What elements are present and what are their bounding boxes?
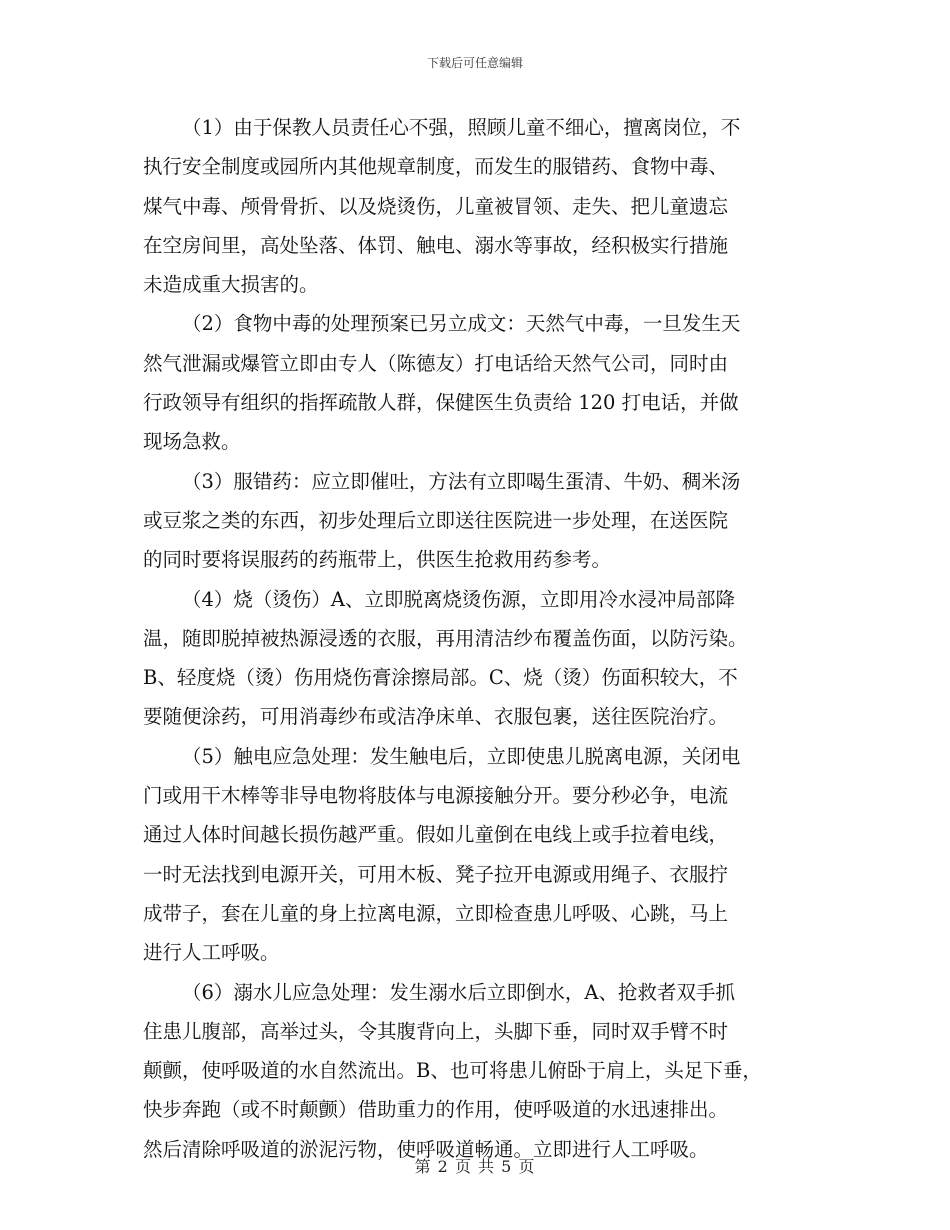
text-line: 在空房间里，高处坠落、体罚、触电、溺水等事故，经积极实行措施 bbox=[143, 233, 729, 257]
paragraph-1 bbox=[143, 108, 823, 304]
text-line: 然后清除呼吸道的淤泥污物，使呼吸道畅通。立即进行人工呼吸。 bbox=[143, 1137, 709, 1161]
text-line: （3）服错药：应立即催吐，方法有立即喝生蛋清、牛奶、稠米汤 bbox=[182, 469, 741, 493]
text-line: 要随便涂药，可用消毒纱布或洁净床单、衣服包裹，送往医院治疗。 bbox=[143, 705, 729, 729]
text-line: （4）烧（烫伤）A、立即脱离烧烫伤源，立即用冷水浸冲局部降 bbox=[182, 587, 735, 611]
page-footer: 第 2 页 共 5 页 bbox=[414, 1157, 536, 1176]
text-line: 温，随即脱掉被热源浸透的衣服，再用清洁纱布覆盖伤面，以防污染。 bbox=[143, 626, 748, 650]
text-line: 门或用干木棒等非导电物将肢体与电源接触分开。要分秒必争，电流 bbox=[143, 784, 729, 808]
page-header: 下载后可任意编辑 bbox=[426, 56, 523, 70]
text-line: 一时无法找到电源开关，可用木板、凳子拉开电源或用绳子、衣服拧 bbox=[143, 862, 729, 886]
text-line: 进行人工呼吸。 bbox=[143, 941, 280, 965]
text-line: 执行安全制度或园所内其他规章制度，而发生的服错药、食物中毒、 bbox=[143, 155, 729, 179]
document-body bbox=[143, 108, 823, 1169]
text-line: （1）由于保教人员责任心不强，照顾儿童不细心，擅离岗位，不 bbox=[182, 116, 741, 139]
paragraph-3 bbox=[143, 462, 823, 580]
text-line: 颠颤，使呼吸道的水自然流出。B、也可将患儿俯卧于肩上，头足下垂， bbox=[143, 1059, 762, 1083]
paragraph-5 bbox=[143, 737, 823, 973]
paragraph-2 bbox=[143, 304, 823, 461]
text-line: 快步奔跑（或不时颠颤）借助重力的作用，使呼吸道的水迅速排出。 bbox=[143, 1098, 729, 1122]
paragraph-6 bbox=[143, 973, 823, 1169]
text-line: 成带子，套在儿童的身上拉离电源，立即检查患儿呼吸、心跳，马上 bbox=[143, 901, 729, 925]
text-line: B、轻度烧（烫）伤用烧伤膏涂擦局部。C、烧（烫）伤面积较大，不 bbox=[143, 666, 738, 690]
text-line: 行政领导有组织的指挥疏散人群，保健医生负责给 120 打电话，并做 bbox=[143, 391, 739, 415]
text-line: 通过人体时间越长损伤越严重。假如儿童倒在电线上或手拉着电线， bbox=[143, 823, 729, 847]
text-line: （5）触电应急处理：发生触电后，立即使患儿脱离电源，关闭电 bbox=[182, 744, 741, 768]
text-line: 现场急救。 bbox=[143, 430, 241, 454]
text-line: 住患儿腹部，高举过头，令其腹背向上，头脚下垂，同时双手臂不时 bbox=[143, 1019, 729, 1043]
text-line: （2）食物中毒的处理预案已另立成文：天然气中毒，一旦发生天 bbox=[182, 312, 741, 336]
text-line: （6）溺水儿应急处理：发生溺水后立即倒水，A、抢救者双手抓 bbox=[182, 980, 735, 1004]
text-line: 然气泄漏或爆管立即由专人（陈德友）打电话给天然气公司，同时由 bbox=[143, 351, 729, 375]
text-line: 煤气中毒、颅骨骨折、以及烧烫伤，儿童被冒领、走失、把儿童遗忘 bbox=[143, 194, 729, 218]
text-line: 或豆浆之类的东西，初步处理后立即送往医院进一步处理，在送医院 bbox=[143, 508, 729, 532]
paragraph-4 bbox=[143, 580, 823, 737]
text-line: 的同时要将误服药的药瓶带上，供医生抢救用药参考。 bbox=[143, 548, 612, 572]
text-line: 未造成重大损害的。 bbox=[143, 273, 319, 297]
